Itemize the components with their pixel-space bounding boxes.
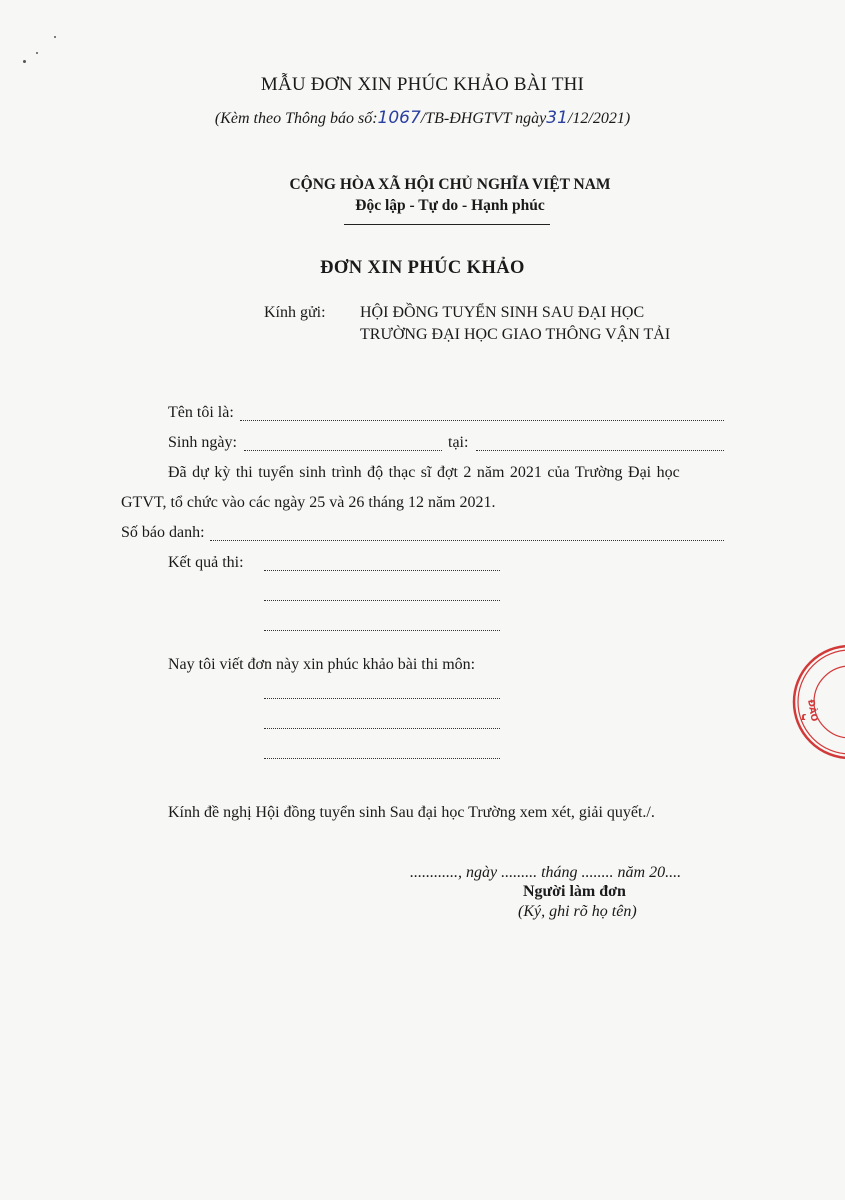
attachment-prefix: (Kèm theo Thông báo số: [214, 110, 378, 127]
result-field[interactable] [264, 600, 500, 601]
national-heading: CỘNG HÒA XÃ HỘI CHỦ NGHĨA VIỆT NAM [289, 176, 611, 193]
signer-note: (Ký, ghi rõ họ tên) [518, 903, 637, 920]
recipient-line-2: TRƯỜNG ĐẠI HỌC GIAO THÔNG VẬN TẢI [360, 326, 671, 343]
exam-info-line-2: GTVT, tổ chức vào các ngày 25 và 26 tháng 12 năm 2021. [121, 494, 496, 511]
subject-field[interactable] [264, 758, 500, 759]
scan-speck [54, 36, 56, 38]
closing-request: Kính đề nghị Hội đồng tuyển sinh Sau đại học Trường xem xét, giải quyết./. [168, 804, 655, 821]
document-title: ĐƠN XIN PHÚC KHẢO [320, 258, 525, 278]
date-line: ............, ngày ......... tháng ........ năm 20.... [410, 864, 682, 881]
place-field[interactable] [476, 450, 724, 451]
result-field[interactable] [264, 630, 500, 631]
motto-underline [344, 224, 550, 225]
subject-field[interactable] [264, 728, 500, 729]
name-label: Tên tôi là: [168, 404, 234, 421]
subject-field[interactable] [264, 698, 500, 699]
dob-label: Sinh ngày: [168, 434, 237, 451]
name-field[interactable] [240, 420, 724, 421]
exam-info-line-1: Đã dự kỳ thi tuyển sinh trình độ thạc sĩ đợt 2 năm 2021 của Trường Đại học [168, 464, 680, 481]
result-label: Kết quả thi: [168, 554, 244, 571]
recipient-line-1: HỘI ĐỒNG TUYỂN SINH SAU ĐẠI HỌC [360, 304, 645, 321]
notice-day-handwritten: 31 [546, 108, 568, 128]
official-stamp [788, 640, 845, 764]
stamp-mark: ɾ [800, 710, 807, 723]
national-motto: Độc lập - Tự do - Hạnh phúc [355, 197, 545, 214]
recipient-label: Kính gửi: [264, 304, 326, 321]
attachment-note [0, 108, 845, 128]
attachment-middle: /TB-ĐHGTVT ngày [420, 110, 547, 127]
signer-title: Người làm đơn [523, 883, 626, 900]
stamp-text: ĐÀO [805, 698, 819, 723]
place-label: tại: [448, 434, 469, 451]
candidate-number-label: Số báo danh: [121, 524, 205, 541]
attachment-suffix: /12/2021) [567, 110, 631, 127]
form-title: MẪU ĐƠN XIN PHÚC KHẢO BÀI THI [260, 74, 585, 95]
scan-speck [36, 52, 38, 54]
result-field[interactable] [264, 570, 500, 571]
notice-number-handwritten: 1067 [377, 108, 421, 128]
scan-speck [23, 60, 26, 63]
candidate-number-field[interactable] [210, 540, 724, 541]
request-line: Nay tôi viết đơn này xin phúc khảo bài thi môn: [168, 656, 476, 673]
dob-field[interactable] [244, 450, 442, 451]
